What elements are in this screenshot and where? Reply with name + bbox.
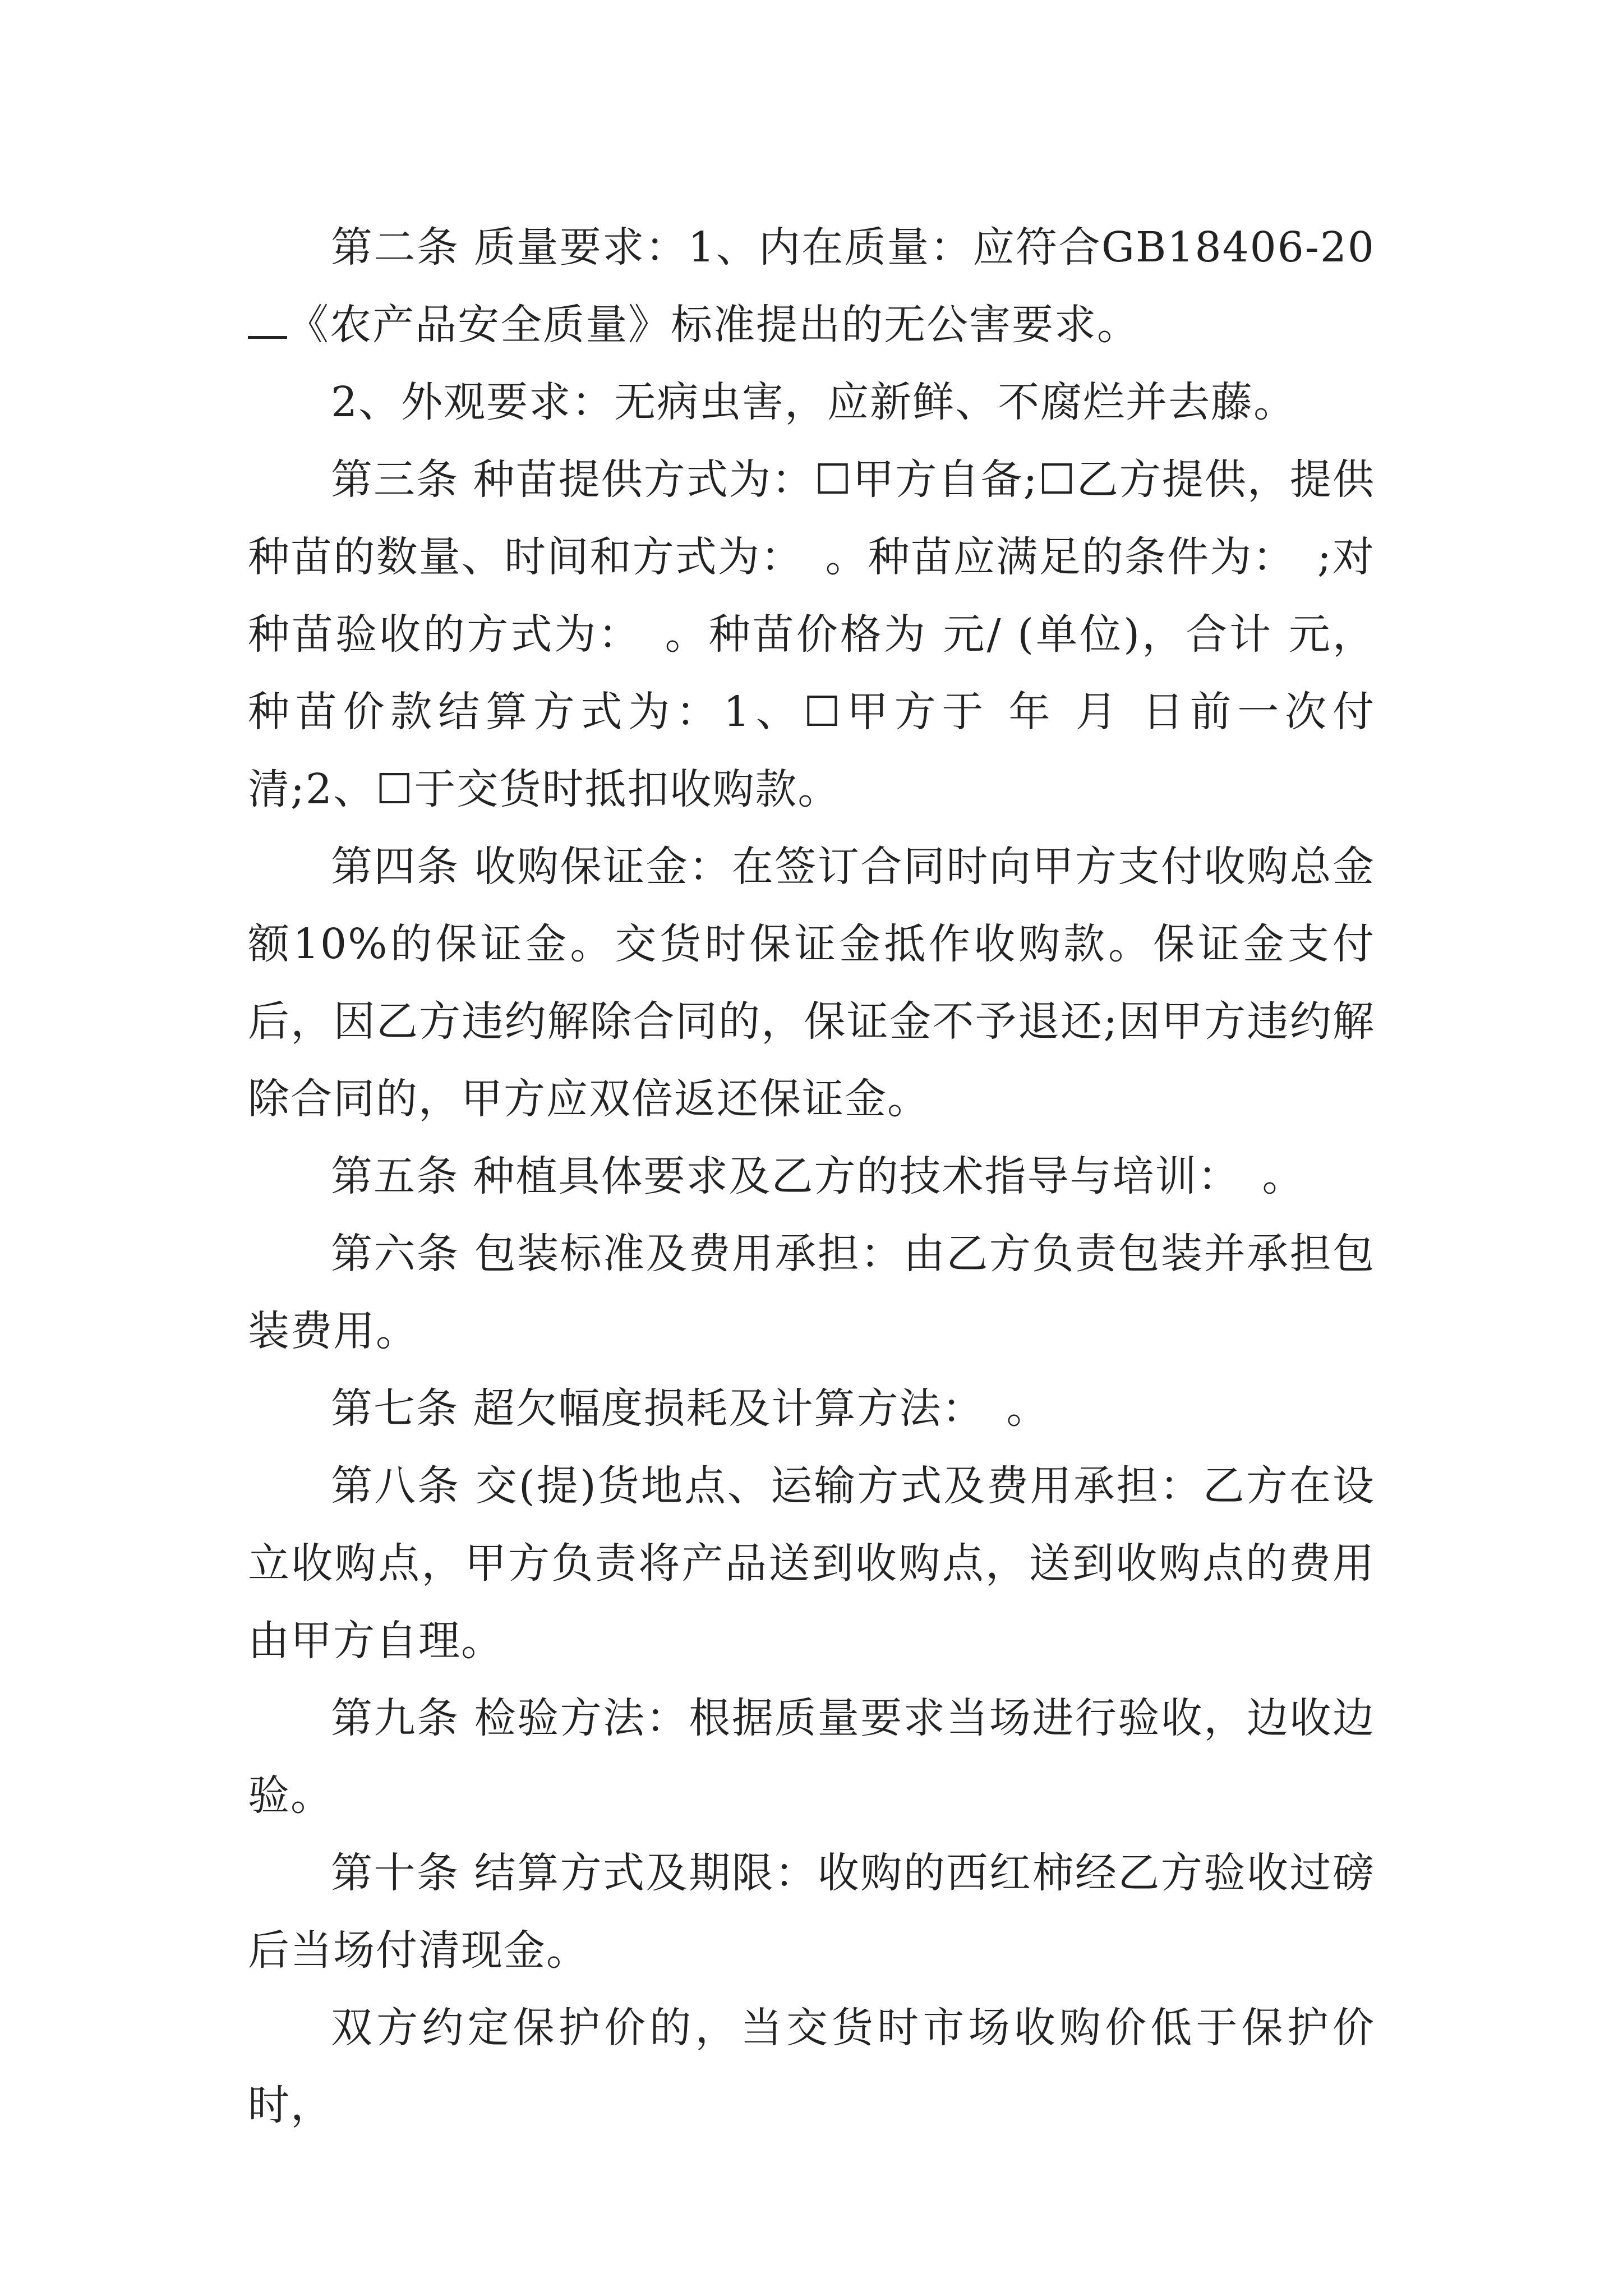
article-10-settlement: 第十条 结算方式及期限：收购的西红柿经乙方验收过磅后当场付清现金。 — [248, 1849, 1375, 1975]
article-9-inspection: 第九条 检验方法：根据质量要求当场进行验收，边收边验。 — [248, 1694, 1375, 1820]
article-4-deposit: 第四条 收购保证金：在签订合同时向甲方支付收购总金额10%的保证金。交货时保证金抵作收购款。保证金支付后，因乙方违约解除合同的，保证金不予退还;因甲方违约解除合同的，甲方应双倍返还保证金。 — [248, 843, 1375, 1123]
article-2-text-b: 《农产品安全质量》标准提出的无公害要求。 — [287, 301, 1140, 349]
article-5-planting: 第五条 种植具体要求及乙方的技术指导与培训： 。 — [331, 1152, 1305, 1200]
fill-in-blank — [248, 302, 287, 339]
article-2-appearance: 2、外观要求：无病虫害，应新鲜、不腐烂并去藤。 — [331, 378, 1297, 426]
article-6-packaging: 第六条 包装标准及费用承担：由乙方负责包装并承担包装费用。 — [248, 1230, 1375, 1355]
article-3-seedlings: 第三条 种苗提供方式为：☐甲方自备;☐乙方提供，提供种苗的数量、时间和方式为： 。种苗应满足的条件为： ;对种苗验收的方式为： 。种苗价格为 元/ (单位)，合计 元，种苗价款结算方式为：1、☐甲方于 年 月 日前一次付清;2、☐于交货时抵扣收购款。 — [248, 455, 1375, 813]
document-body — [248, 209, 1375, 2144]
protection-price-clause: 双方约定保护价的，当交货时市场收购价低于保护价时， — [248, 2004, 1375, 2129]
article-2-quality — [248, 209, 1375, 364]
article-7-loss: 第七条 超欠幅度损耗及计算方法： 。 — [331, 1384, 1049, 1433]
article-2-text-a: 第二条 质量要求：1、内在质量：应符合GB18406-20 — [331, 223, 1375, 272]
article-8-delivery: 第八条 交(提)货地点、运输方式及费用承担：乙方在设立收购点，甲方负责将产品送到收购点，送到收购点的费用由甲方自理。 — [248, 1462, 1375, 1665]
